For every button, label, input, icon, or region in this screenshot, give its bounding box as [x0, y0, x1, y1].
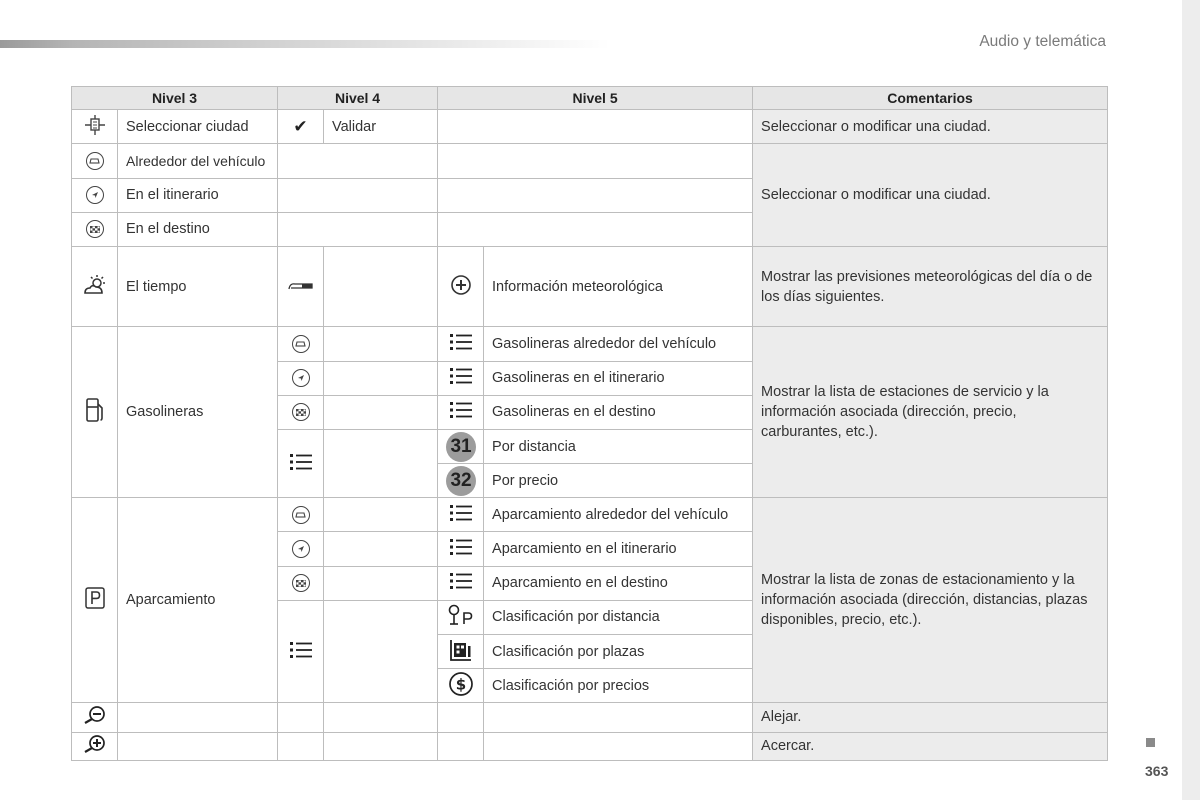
comment-aparcamiento: Mostrar la lista de zonas de estacionamiento y la información asociada (dirección, distancias, plazas disponibles, precio, etc.).	[753, 498, 1108, 703]
gasolineras-item: Gasolineras en el destino	[484, 395, 753, 429]
table-row	[72, 246, 1108, 326]
aparcamiento-item: Clasificación por precios	[484, 669, 753, 703]
menu-table	[71, 86, 1108, 761]
wind-icon	[278, 246, 324, 326]
vehicle-icon	[278, 498, 324, 532]
section-title: Audio y telemática	[979, 33, 1106, 50]
route-arrow-icon	[72, 178, 118, 212]
plus-circle-icon	[438, 246, 484, 326]
gasolineras-item: Por precio	[484, 464, 753, 498]
header-nivel3: Nivel 3	[72, 87, 278, 110]
aparcamiento-item: Clasificación por plazas	[484, 635, 753, 669]
header-decoration-bar	[0, 40, 610, 48]
vehicle-icon	[72, 144, 118, 178]
fuel-pump-icon	[72, 327, 118, 498]
comment-tiempo: Mostrar las previsiones meteorológicas del día o de los días siguientes.	[753, 246, 1108, 326]
comment-gasolineras: Mostrar la lista de estaciones de servicio y la información asociada (dirección, precio, carburantes, etc.).	[753, 327, 1108, 498]
aparcamiento-item: Aparcamiento en el destino	[484, 566, 753, 600]
row-label-alrededor: Alrededor del vehículo	[118, 144, 278, 178]
vehicle-icon	[278, 327, 324, 361]
distance-icon	[438, 600, 484, 634]
gasolineras-item: Gasolineras en el itinerario	[484, 361, 753, 395]
table-row	[72, 732, 1108, 760]
comment-alejar: Alejar.	[753, 703, 1108, 732]
table-row	[72, 703, 1108, 732]
badge-32: 32	[438, 464, 484, 498]
gasolineras-item: Por distancia	[484, 429, 753, 463]
svg-text:$: $	[455, 675, 466, 694]
row-label-seleccionar-ciudad: Seleccionar ciudad	[118, 110, 278, 144]
list-icon	[438, 566, 484, 600]
table-row	[72, 327, 1108, 361]
route-arrow-icon	[278, 532, 324, 566]
validar-label: Validar	[324, 110, 438, 144]
page-marker	[1146, 738, 1155, 747]
aparcamiento-item: Aparcamiento en el itinerario	[484, 532, 753, 566]
checkmark-icon: ✔	[278, 110, 324, 144]
list-icon	[278, 429, 324, 497]
city-select-icon	[72, 110, 118, 144]
destination-flag-icon	[72, 212, 118, 246]
comment-seleccionar-ciudad: Seleccionar o modificar una ciudad.	[753, 110, 1108, 144]
aparcamiento-item: Aparcamiento alrededor del vehículo	[484, 498, 753, 532]
table-row	[72, 498, 1108, 532]
list-icon	[438, 498, 484, 532]
list-icon	[438, 532, 484, 566]
row-label-itinerario: En el itinerario	[118, 178, 278, 212]
aparcamiento-item: Clasificación por distancia	[484, 600, 753, 634]
comment-ciudad-group: Seleccionar o modificar una ciudad.	[753, 144, 1108, 247]
table-row	[72, 144, 1108, 178]
list-icon	[278, 600, 324, 703]
row-label-tiempo: El tiempo	[118, 246, 278, 326]
zoom-out-icon	[72, 703, 118, 732]
row-label-aparcamiento: Aparcamiento	[118, 498, 278, 703]
list-icon	[438, 395, 484, 429]
informacion-meteorologica-label: Información meteorológica	[484, 246, 753, 326]
zoom-in-icon	[72, 732, 118, 760]
parking-icon	[72, 498, 118, 703]
spaces-icon	[438, 635, 484, 669]
row-label-gasolineras: Gasolineras	[118, 327, 278, 498]
list-icon	[438, 327, 484, 361]
destination-flag-icon	[278, 566, 324, 600]
gasolineras-item: Gasolineras alrededor del vehículo	[484, 327, 753, 361]
header-nivel4: Nivel 4	[278, 87, 438, 110]
page-number: 363	[1145, 763, 1169, 779]
row-label-destino: En el destino	[118, 212, 278, 246]
badge-31: 31	[438, 429, 484, 463]
header-comentarios: Comentarios	[753, 87, 1108, 110]
comment-acercar: Acercar.	[753, 732, 1108, 760]
header-nivel5: Nivel 5	[438, 87, 753, 110]
price-icon	[438, 669, 484, 703]
table-row	[72, 110, 1108, 144]
route-arrow-icon	[278, 361, 324, 395]
weather-icon	[72, 246, 118, 326]
list-icon	[438, 361, 484, 395]
table-header-row	[72, 87, 1108, 110]
page-edge-strip	[1182, 0, 1200, 800]
destination-flag-icon	[278, 395, 324, 429]
